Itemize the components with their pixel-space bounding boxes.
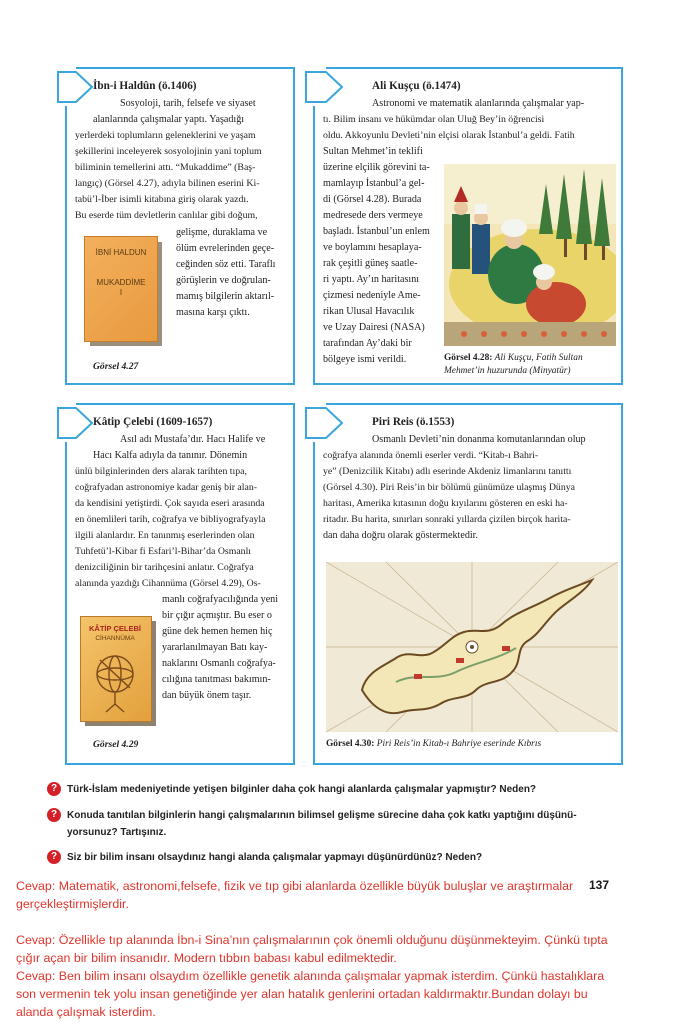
- text-line: güne dek hemen hemen hiç: [162, 626, 273, 637]
- text-line: ölüm evrelerinden geçe-: [176, 243, 275, 254]
- text-line: naklarını Osmanlı coğrafya-: [162, 658, 276, 669]
- tab-arrow-katip-celebi: [58, 408, 92, 438]
- text-line: tarafından Ay’daki bir: [323, 338, 412, 349]
- text-line: Astronomi ve matematik alanlarında çalışmalar yap-: [372, 98, 585, 109]
- text-line: medresede ders vermeye: [323, 210, 423, 221]
- text-line: en önemlileri tarih, coğrafya ve bibliyografyayla: [75, 514, 266, 525]
- text-line: alanlarında çalışmalar yaptı. Yaşadığı: [93, 114, 245, 125]
- text-line: denizciliğinin bir tarihçesini anlatır. Coğrafya: [75, 562, 254, 573]
- text-line: tı. Bilim insanı ve hükümdar olan Uluğ Bey’in öğrencisi: [323, 114, 545, 125]
- book-title: CİHANNÜMA: [95, 635, 135, 642]
- text-line: Bu eserde tüm devletlerin canlılar gibi doğum,: [75, 210, 258, 221]
- compass-rose-icon: [466, 641, 478, 653]
- text-line: ri yaptı. Ay’ın haritasını: [323, 274, 420, 285]
- text-line: ritadır. Bu harita, sınırları sonraki yıllarda çizilen birçok harita-: [323, 514, 571, 525]
- caption-text: Piri Reis’in Kitab-ı Bahriye eserinde Kıbrıs: [376, 739, 542, 749]
- text-line: biliminin temellerini attı. “Mukaddime” (Baş-: [75, 162, 256, 173]
- figure-caption-4-30: [326, 738, 618, 751]
- tab-arrow-ibni-haldun: [58, 72, 92, 102]
- book-mukaddime: [84, 236, 162, 346]
- caption-label: Görsel 4.30:: [326, 739, 375, 749]
- text-line: üzerine elçilik görevini ta-: [323, 162, 430, 173]
- text-line: yerlerdeki toplumların geleneklerini ve yaşam: [75, 130, 256, 141]
- text-line: görüşlerin ve doğrulan-: [176, 275, 271, 286]
- text-line: başladı. İstanbul’un enlem: [323, 226, 430, 237]
- caption-label: Görsel 4.28:: [444, 353, 493, 363]
- text-line: mamış bilgilerin aktarıl-: [176, 291, 275, 302]
- caption-text: Ali Kuşçu, Fatih Sultan: [494, 353, 583, 363]
- answer-3-line-2: son vermenin tek yolu insan genetiğinde yer alan hatalık genlerini ortadan kaldırmaktır.Bundan dolayı bu: [16, 987, 588, 1001]
- answer-2-line-2: çığır açan bir bilim insanıdır. Modern tıbbın babası kabul edilmektedir.: [16, 951, 397, 965]
- miniature-painting: [444, 164, 616, 346]
- text-line: Sosyoloji, tarih, felsefe ve siyaset: [120, 98, 256, 109]
- question-text: Konuda tanıtılan bilginlerin hangi çalışmalarının bilimsel gelişme sürecine daha çok katkı yaptığını düşünü-: [67, 810, 577, 821]
- text-line: di (Görsel 4.28). Burada: [323, 194, 422, 205]
- text-line: bir çığır açmıştır. Bu eser o: [162, 610, 272, 621]
- question-3: [50, 850, 627, 866]
- question-text: Siz bir bilim insanı olsaydınız hangi alanda çalışmalar yapmayı düşünürdünüz? Neden?: [67, 852, 483, 863]
- text-line: tabü’l-İber isimli kitabına giriş olarak yazdı.: [75, 194, 249, 205]
- figure-caption-4-29: Görsel 4.29: [93, 739, 139, 750]
- book-cihannuma: [80, 616, 156, 726]
- text-line: dan büyük önem taşır.: [162, 690, 252, 701]
- text-line: oldu. Akkoyunlu Devleti’nin elçisi olarak İstanbul’a geldi. Fatih: [323, 130, 575, 141]
- text-line: (Görsel 4.30). Piri Reis’in bir bölümü günümüze ulaşmış Dünya: [323, 482, 575, 493]
- text-line: Asıl adı Mustafa’dır. Hacı Halife ve: [120, 434, 266, 445]
- text-line: ceğinden söz etti. Taraflı: [176, 259, 276, 270]
- text-line: rikan Ulusal Havacılık: [323, 306, 415, 317]
- text-line: ve Uzay Dairesi (NASA): [323, 322, 425, 333]
- answer-2-line-1: Cevap: Özellikle tıp alanında İbn-i Sina’nın çalışmalarının çok önemli olduğunu düşünmekteyim. Çünkü tıpta: [16, 933, 608, 947]
- text-line: mamlayıp İstanbul’a gel-: [323, 178, 425, 189]
- text-line: alanında yazdığı Cihannüma (Görsel 4.29), Os-: [75, 578, 261, 589]
- text-line: gelişme, duraklama ve: [176, 227, 268, 238]
- caption-text: Mehmet’in huzurunda (Minyatür): [444, 366, 571, 376]
- question-2: [50, 808, 627, 824]
- text-line: da kendisini yetiştirdi. Çok sayıda eseri arasında: [75, 498, 265, 509]
- text-line: Hacı Kalfa adıyla da tanınır. Dönemin: [93, 450, 248, 461]
- book-author: İBNİ HALDUN: [95, 248, 147, 257]
- figure-caption-4-27: Görsel 4.27: [93, 361, 139, 372]
- text-line: şekillerini inceleyerek sosyolojinin yani toplum: [75, 146, 262, 157]
- question-icon: ?: [47, 782, 61, 796]
- answer-1-line-1: Cevap: Matematik, astronomi,felsefe, fizik ve tıp gibi alanlarda özellikle büyük buluşlar ve araştırmalar: [16, 879, 574, 893]
- answer-3-line-3: alanda çalışmak isterdim.: [16, 1005, 156, 1019]
- text-line: yararlanılmayan Batı kay-: [162, 642, 268, 653]
- cyprus-map: [326, 562, 618, 732]
- text-line: manlı coğrafyacılığında yeni: [162, 594, 279, 605]
- text-line: ünlü bilginlerinden ders alarak tarihten tıpa,: [75, 466, 247, 477]
- text-line: dan daha doğru olarak göstermektedir.: [323, 530, 478, 541]
- text-line: ilgili alanlardır. En tanınmış eserlerinden olan: [75, 530, 255, 541]
- question-text: Türk-İslam medeniyetinde yetişen bilginler daha çok hangi alanlarda çalışmalar yapmıştır? Neden?: [67, 784, 537, 795]
- card-title-ali-kuscu: Ali Kuşçu (ö.1474): [372, 80, 461, 92]
- card-title-ibni-haldun: İbn-i Haldûn (ö.1406): [93, 80, 197, 92]
- text-line: Sultan Mehmet’in teklifi: [323, 146, 423, 157]
- page-number: 137: [589, 878, 610, 892]
- text-line: Tuhfetü’l-Kibar fi Esfari’l-Bihar’da Osmanlı: [75, 546, 252, 557]
- text-line: coğrafya alanında önemli eserler verdi. “Kitab-ı Bahri-: [323, 450, 539, 461]
- book-volume: I: [119, 288, 123, 297]
- figure-caption-4-28: [444, 352, 620, 378]
- book-author: KÂTİP ÇELEBİ: [89, 624, 141, 633]
- text-line: rak çeşitli güneş saatle-: [323, 258, 418, 269]
- question-1: [50, 782, 627, 798]
- answer-1-line-2: gerçekleştirmişlerdir.: [16, 897, 129, 911]
- question-text: yorsunuz? Tartışınız.: [67, 827, 167, 838]
- answer-3-line-1: Cevap: Ben bilim insanı olsaydım özellikle genetik alanında çalışmalar yapmak isterdim. Çünkü hastalıklara: [16, 969, 605, 983]
- question-icon: ?: [47, 850, 61, 864]
- text-line: masına karşı çıktı.: [176, 307, 250, 318]
- armillary-sphere-icon: [90, 646, 140, 716]
- question-icon: ?: [47, 808, 61, 822]
- text-line: bölgeye ismi verildi.: [323, 354, 407, 365]
- question-2-continued: [67, 825, 627, 841]
- text-line: langıç) (Görsel 4.27), adıyla bilinen eserini Ki-: [75, 178, 260, 189]
- text-line: coğrafyadan astronomiye kadar geniş bir alan-: [75, 482, 257, 493]
- tab-arrow-piri-reis: [306, 408, 342, 438]
- card-title-katip-celebi: Kâtip Çelebi (1609-1657): [93, 416, 213, 428]
- text-line: ye” (Denizcilik Kitabı) adlı eserinde Akdeniz limanlarını tanıttı: [323, 466, 572, 477]
- text-line: haritası, Amerika kıtasının doğu kıyılarını gösteren en eski ha-: [323, 498, 568, 509]
- tab-arrow-ali-kuscu: [306, 72, 342, 102]
- text-line: ve boylamını hesaplaya-: [323, 242, 422, 253]
- book-title: MUKADDİME: [96, 278, 146, 287]
- text-line: çizmesi nedeniyle Ame-: [323, 290, 421, 301]
- card-title-piri-reis: Piri Reis (ö.1553): [372, 416, 455, 428]
- text-line: cılığına tanıtması bakımın-: [162, 674, 271, 685]
- text-line: Osmanlı Devleti’nin donanma komutanlarından olup: [372, 434, 586, 445]
